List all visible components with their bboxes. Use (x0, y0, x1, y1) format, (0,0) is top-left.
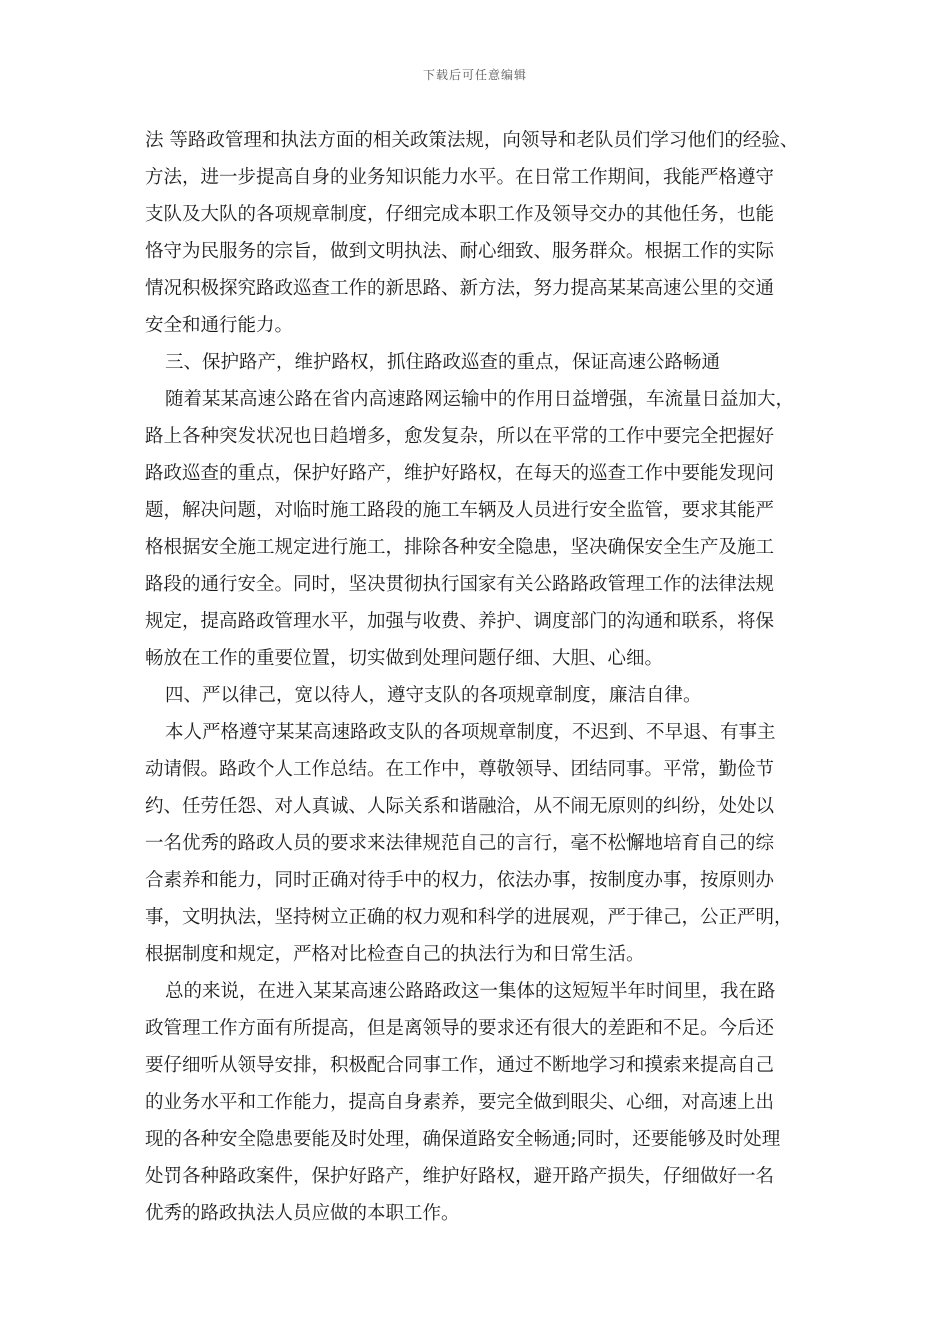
page-header: 下载后可任意编辑 (422, 68, 527, 82)
text-line: 三、保护路产，维护路权，抓住路政巡查的重点，保证高速公路畅通 (165, 352, 721, 373)
text-line: 处罚各种路政案件，保护好路产，维护好路权，避开路产损失，仔细做好一名 (145, 1166, 775, 1187)
text-line: 本人严格遵守某某高速路政支队的各项规章制度，不迟到、不早退、有事主 (165, 722, 776, 743)
text-line: 格根据安全施工规定进行施工，排除各种安全隐患，坚决确保安全生产及施工 (145, 537, 775, 558)
text-line: 政管理工作方面有所提高，但是离领导的要求还有很大的差距和不足。今后还 (145, 1018, 775, 1039)
text-line: 要仔细听从领导安排，积极配合同事工作，通过不断地学习和摸索来提高自己 (145, 1055, 775, 1076)
text-line: 安全和通行能力。 (145, 315, 294, 336)
text-line: 法 等路政管理和执法方面的相关政策法规，向领导和老队员们学习他们的经验、 (145, 130, 799, 151)
text-line: 规定，提高路政管理水平，加强与收费、养护、调度部门的沟通和联系，将保 (145, 611, 775, 632)
text-line: 路段的通行安全。同时，坚决贯彻执行国家有关公路路政管理工作的法律法规 (145, 574, 775, 595)
text-line: 方法，进一步提高自身的业务知识能力水平。在日常工作期间，我能严格遵守 (145, 167, 775, 188)
text-line: 恪守为民服务的宗旨，做到文明执法、耐心细致、服务群众。根据工作的实际 (145, 241, 775, 262)
text-line: 总的来说，在进入某某高速公路路政这一集体的这短短半年时间里，我在路 (165, 981, 776, 1002)
text-line: 约、任劳任怨、对人真诚、人际关系和谐融洽，从不闹无原则的纠纷，处处以 (145, 796, 775, 817)
text-line: 根据制度和规定，严格对比检查自己的执法行为和日常生活。 (145, 944, 645, 965)
text-line: 路上各种突发状况也日趋增多，愈发复杂，所以在平常的工作中要完全把握好 (145, 426, 775, 447)
text-line: 随着某某高速公路在省内高速路网运输中的作用日益增强，车流量日益加大， (165, 389, 795, 410)
text-line: 一名优秀的路政人员的要求来法律规范自己的言行，毫不松懈地培育自己的综 (145, 833, 775, 854)
text-line: 的业务水平和工作能力，提高自身素养，要完全做到眼尖、心细，对高速上出 (145, 1092, 775, 1113)
text-line: 支队及大队的各项规章制度，仔细完成本职工作及领导交办的其他任务，也能 (145, 204, 775, 225)
text-line: 题，解决问题，对临时施工路段的施工车辆及人员进行安全监管，要求其能严 (145, 500, 775, 521)
text-line: 现的各种安全隐患要能及时处理，确保道路安全畅通;同时，还要能够及时处理 (145, 1129, 781, 1150)
text-line: 四、严以律己，宽以待人，遵守支队的各项规章制度，廉洁自律。 (165, 685, 702, 706)
text-line: 优秀的路政执法人员应做的本职工作。 (145, 1203, 460, 1224)
text-line: 动请假。路政个人工作总结。在工作中，尊敬领导、团结同事。平常，勤俭节 (145, 759, 775, 780)
text-line: 路政巡查的重点，保护好路产，维护好路权，在每天的巡查工作中要能发现问 (145, 463, 775, 484)
text-line: 情况积极探究路政巡查工作的新思路、新方法，努力提高某某高速公里的交通 (145, 278, 775, 299)
document-body (145, 122, 810, 1232)
text-line: 合素养和能力，同时正确对待手中的权力，依法办事，按制度办事，按原则办 (145, 870, 775, 891)
text-line: 畅放在工作的重要位置，切实做到处理问题仔细、大胆、心细。 (145, 648, 664, 669)
text-line: 事，文明执法，坚持树立正确的权力观和科学的进展观，严于律己，公正严明， (145, 907, 793, 928)
